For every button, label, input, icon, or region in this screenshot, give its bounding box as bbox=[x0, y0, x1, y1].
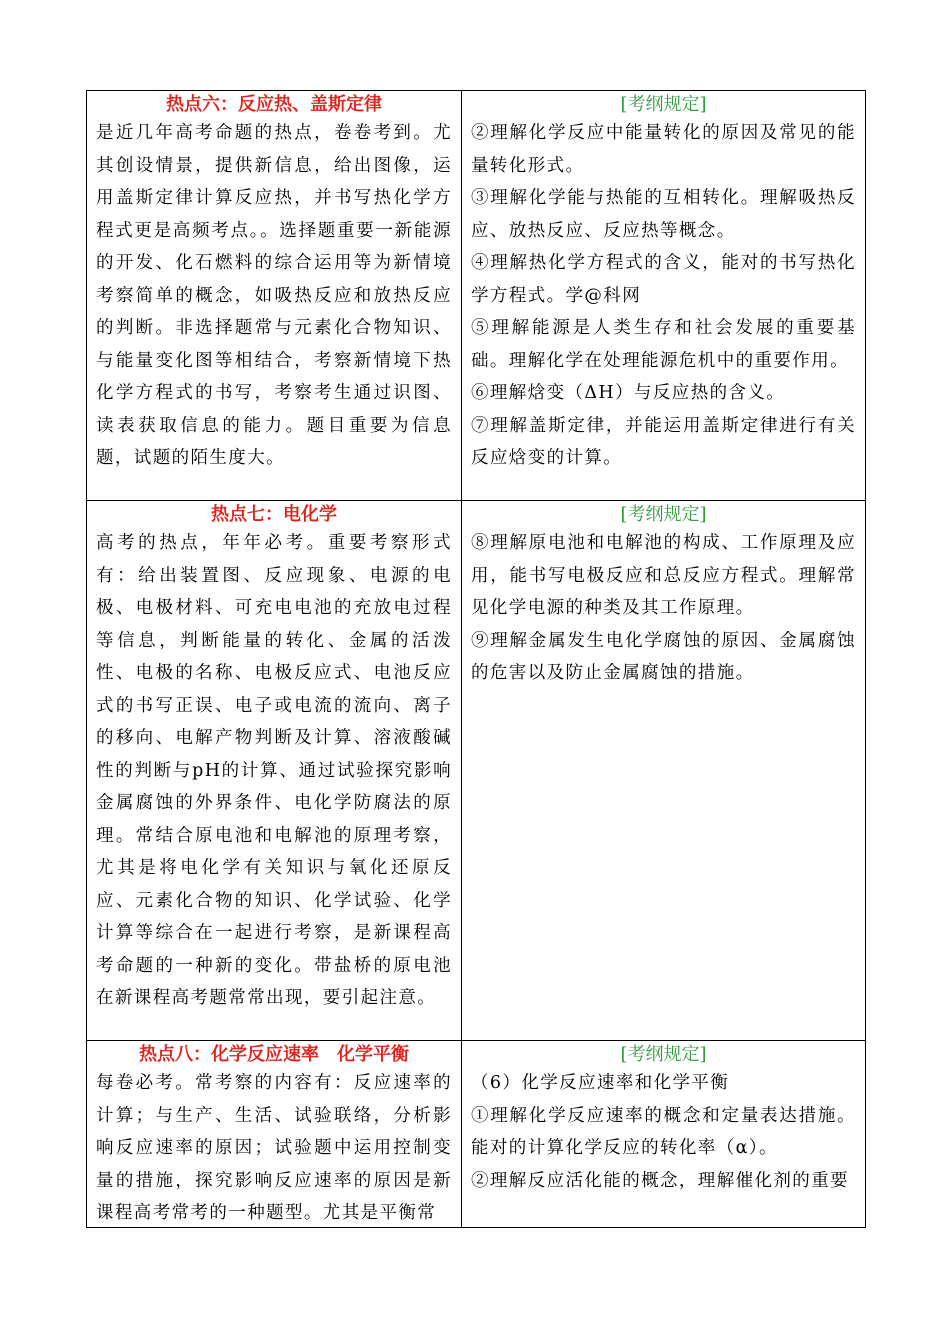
hotspot-summary: 高考的热点，年年必考。重要考察形式有：给出装置图、反应现象、电源的电极、电极材料、可充电电池的充放电过程等信息，判断能量的转化、金属的活泼性、电极的名称、电极反应式、电池反应式的书写正误、电子或电流的流向、离子的移向、电解产物判断及计算、溶液酸碱性的判断与pH的计算、通过试验探究影响金属腐蚀的外界条件、电化学防腐法的原理。常结合原电池和电解池的原理考察，尤其是将电化学有关知识与氧化还原反应、元素化合物的知识、化学试验、化学计算等综合在一起进行考察，是新课程高考命题的一种新的变化。带盐桥的原电池在新课程高考题常常出现，要引起注意。 bbox=[96, 533, 452, 1008]
hotspot-table bbox=[86, 90, 866, 1228]
syllabus-cell bbox=[462, 1041, 866, 1228]
cell-clip bbox=[471, 1043, 856, 1226]
syllabus-item: ②理解反应活化能的概念，理解催化剂的重要 bbox=[471, 1170, 849, 1191]
syllabus-item: ①理解化学反应速率的概念和定量表达措施。能对的计算化学反应的转化率（α）。 bbox=[471, 1105, 856, 1158]
cell-clip bbox=[96, 1043, 452, 1226]
syllabus-list bbox=[471, 117, 856, 475]
syllabus-item: ⑨理解金属发生电化学腐蚀的原因、金属腐蚀的危害以及防止金属腐蚀的措施。 bbox=[471, 630, 856, 683]
syllabus-item: ②理解化学反应中能量转化的原因及常见的能量转化形式。 bbox=[471, 123, 856, 176]
hotspot-cell bbox=[87, 1041, 462, 1228]
syllabus-heading: [考纲规定] bbox=[620, 1044, 707, 1065]
syllabus-list bbox=[471, 527, 856, 690]
hotspot-summary: 每卷必考。常考察的内容有：反应速率的计算；与生产、生活、试验联络，分析影响反应速率的原因；试验题中运用控制变量的措施，探究影响反应速率的原因是新课程高考常考的一种题型。尤其是平衡常 bbox=[96, 1073, 452, 1223]
hotspot-heading: 热点八：化学反应速率 化学平衡 bbox=[139, 1044, 409, 1065]
hotspot-heading: 热点六：反应热、盖斯定律 bbox=[166, 94, 382, 115]
syllabus-item: ⑥理解焓变（ΔH）与反应热的含义。 bbox=[471, 383, 786, 403]
syllabus-item: ④理解热化学方程式的含义，能对的书写热化学方程式。学@科网 bbox=[471, 253, 856, 306]
hotspot-cell bbox=[87, 91, 462, 501]
hotspot-cell bbox=[87, 501, 462, 1041]
syllabus-item: ⑦理解盖斯定律，并能运用盖斯定律进行有关反应焓变的计算。 bbox=[471, 415, 856, 468]
table-row bbox=[87, 1041, 866, 1228]
syllabus-heading: [考纲规定] bbox=[620, 504, 707, 525]
table-row bbox=[87, 501, 866, 1041]
syllabus-cell bbox=[462, 91, 866, 501]
hotspot-summary: 是近几年高考命题的热点，卷卷考到。尤其创设情景，提供新信息，给出图像，运用盖斯定律计算反应热，并书写热化学方程式更是高频考点。。选择题重要一新能源的开发、化石燃料的综合运用等为新情境考察简单的概念，如吸热反应和放热反应的判断。非选择题常与元素化合物知识、与能量变化图等相结合，考察新情境下热化学方程式的书写，考察考生通过识图、读表获取信息的能力。题目重要为信息题，试题的陌生度大。 bbox=[96, 123, 452, 468]
syllabus-list bbox=[471, 1067, 856, 1197]
syllabus-item: （6）化学反应速率和化学平衡 bbox=[471, 1073, 730, 1093]
syllabus-cell bbox=[462, 501, 866, 1041]
syllabus-heading: [考纲规定] bbox=[620, 94, 707, 115]
syllabus-item: ③理解化学能与热能的互相转化。理解吸热反应、放热反应、反应热等概念。 bbox=[471, 188, 856, 241]
hotspot-heading: 热点七：电化学 bbox=[211, 504, 337, 525]
table-row bbox=[87, 91, 866, 501]
syllabus-item: ⑤理解能源是人类生存和社会发展的重要基础。理解化学在处理能源危机中的重要作用。 bbox=[471, 318, 856, 371]
syllabus-item: ⑧理解原电池和电解池的构成、工作原理及应用，能书写电极反应和总反应方程式。理解常见化学电源的种类及其工作原理。 bbox=[471, 533, 856, 618]
